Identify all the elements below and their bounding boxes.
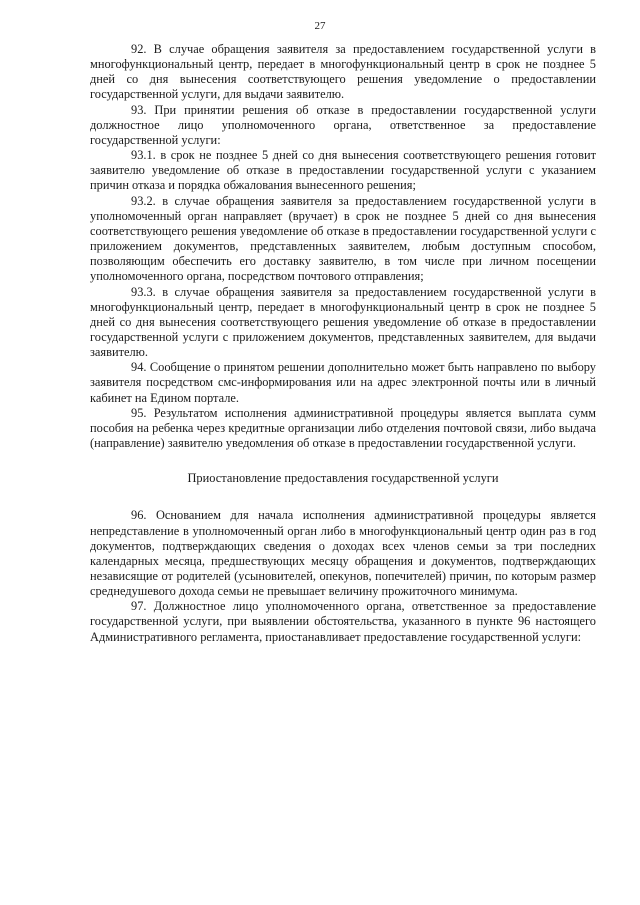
paragraph-93-3: 93.3. в случае обращения заявителя за предоставлением государственной услуги в многофункциональный центр, передает в многофункциональный центр в срок не позднее 5 дней со дня вынесения соответствующего решения уведомление об отказе в предоставлении государственной услуги с приложением документов, представленных заявителем, для выдачи заявителю.	[90, 284, 596, 360]
paragraph-93: 93. При принятии решения об отказе в предоставлении государственной услуги должностное лицо уполномоченного органа, ответственное за предоставление государственной услуги:	[90, 102, 596, 147]
paragraph-93-1: 93.1. в срок не позднее 5 дней со дня вынесения соответствующего решения готовит заявителю уведомление об отказе в предоставлении государственной услуги с указанием причин отказа и порядка обжалования вынесенного решения;	[90, 148, 596, 193]
paragraph-95: 95. Результатом исполнения административной процедуры является выплата сумм пособия на ребенка через кредитные организации либо отделения почтовой связи, либо выдача (направление) заявителю уведомления об отказе в предоставлении государственной услуги.	[90, 405, 596, 451]
document-body	[90, 42, 596, 645]
section-heading: Приостановление предоставления государственной услуги	[187, 471, 499, 486]
page-number: 27	[314, 20, 326, 32]
paragraph-94: 94. Сообщение о принятом решении дополнительно может быть направлено по выбору заявителя посредством смс-информирования или на адрес электронной почты или в личный кабинет на Едином портале.	[90, 360, 596, 405]
paragraph-92: 92. В случае обращения заявителя за предоставлением государственной услуги в многофункциональный центр, передает в многофункциональный центр в срок не позднее 5 дней со дня вынесения соответствующего решения уведомление о предоставлении государственной услуги, для выдачи заявителю.	[90, 42, 596, 102]
paragraph-96: 96. Основанием для начала исполнения административной процедуры является непредставление в уполномоченный орган либо в многофункциональный центр один раз в год документов, подтверждающих сведения о доходах всех членов семьи за три последних календарных месяца, предшествующих месяцу обращения и документов, подтверждающих независящие от родителей (усыновителей, опекунов, попечителей) причин, по которым размер среднедушевого дохода семьи не превышает величину прожиточного минимума.	[90, 508, 596, 599]
paragraph-93-2: 93.2. в случае обращения заявителя за предоставлением государственной услуги в уполномоченный орган направляет (вручает) в срок не позднее 5 дней со дня вынесения соответствующего решения уведомление об отказе в предоставлении государственной услуги с приложением документов, представленных заявителем, любым доступным способом, позволяющим обеспечить его доставку заявителю, в том числе при личном посещении уполномоченного органа, посредством почтового отправления;	[90, 193, 596, 284]
paragraph-97: 97. Должностное лицо уполномоченного органа, ответственное за предоставление государственной услуги, при выявлении обстоятельства, указанного в пункте 96 настоящего Административного регламента, приостанавливает предоставление государственной услуги:	[90, 599, 596, 644]
